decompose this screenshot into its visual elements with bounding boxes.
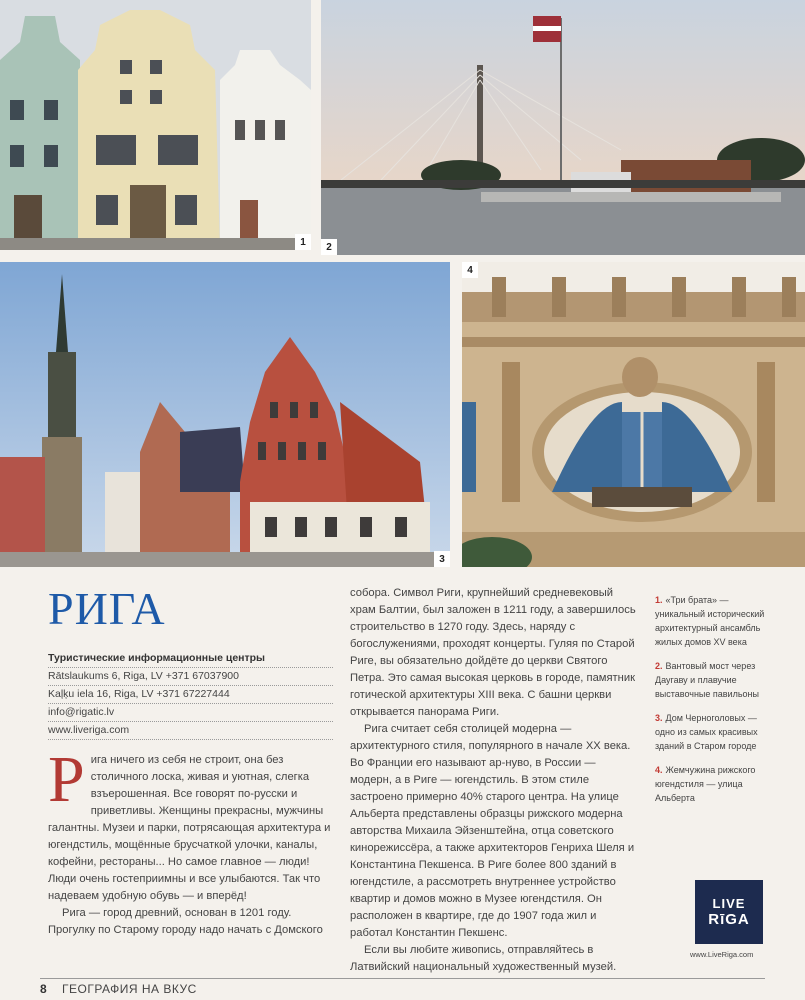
photo-art-nouveau-facade: [462, 262, 805, 567]
info-email-link[interactable]: info@rigatic.lv: [48, 704, 333, 722]
caption-2: 2. Вантовый мост через Даугаву и плавучие выставочные павильоны: [655, 661, 759, 699]
info-website-link[interactable]: www.liveriga.com: [48, 722, 333, 740]
paragraph: Рига считает себя столицей модерна — архитектурного стиля, популярного в начале XX века. Во Франции его называют ар-нуво, в России — модерн, а в Риге — югендстиль. В этом стиле застроено примерно 40% старого центра. На улице Альберта представлены образцы рижского модерна авторства Михаила Эйзенштейна, отца советского кинорежиссёра, а также архитекторов Генриха Шеля и Константина Пекшенса. В Риге более 800 зданий в югендстиле, а рассмотреть внутреннее устройство квартир и домов можно в Музее югендстиля. Он расположен в квартире, где до 1907 года жил и работал Константин Пекшенс.: [350, 723, 635, 939]
info-row: Rātslaukums 6, Riga, LV +371 67037900: [48, 668, 333, 686]
info-row: Kaļķu iela 16, Riga, LV +371 67227444: [48, 686, 333, 704]
paragraph: собора. Символ Риги, крупнейший средневековый храм Балтии, был заложен в 1211 году, а завершилось строительство в 1270 году. Здесь, наряду с богослужениями, проходят концерты. Гуляя по Старой Риге, вы обязательно дойдёте до церкви Святого Петра. Это самая высокая церковь в городе, памятник готической архитектуры XIII века. С башни церкви открывается панорама Риги.: [350, 587, 636, 718]
info-heading: Туристические информационные центры: [48, 650, 333, 668]
page-number: 8: [40, 982, 47, 996]
article-column-1: [48, 743, 333, 939]
article-column-2: [350, 585, 640, 976]
photo-three-brothers: [0, 0, 311, 250]
photo-number: 3: [434, 551, 450, 567]
photo-number: 2: [321, 239, 337, 255]
section-name: ГЕОГРАФИЯ НА ВКУС: [62, 982, 197, 996]
caption-4: 4. Жемчужина рижского югендстиля — улица Альберта: [655, 765, 756, 803]
page-title: РИГА: [48, 583, 166, 634]
logo-url[interactable]: www.LiveRiga.com: [690, 950, 754, 959]
paragraph: Рига — город древний, основан в 1201 году. Прогулку по Старому городу надо начать с Домского: [48, 907, 323, 936]
paragraph: Если вы любите живопись, отправляйтесь в Латвийский национальный художественный музей.: [350, 944, 617, 973]
photo-cable-bridge: [321, 0, 805, 255]
info-block: [48, 650, 333, 740]
photo-captions: [655, 593, 765, 815]
live-riga-logo: LIVE RīGA: [695, 880, 763, 944]
photo-number: 4: [462, 262, 478, 278]
footer-divider: [40, 978, 765, 979]
photo-number: 1: [295, 234, 311, 250]
drop-cap: Р: [48, 743, 85, 816]
paragraph: Рига ничего из себя не строит, она без столичного лоска, живая и уютная, слегка взъерошенная. Все говорят по-русски и приветливы. Женщины прекрасны, мужчины галантны. Музеи и парки, потрясающая архитектура и югендстиль, мощённые брусчаткой улочки, каналы, кофейни, рестораны... Но самое главное — люди! Люди очень гостеприимны и все улыбаются. Так что надеваем удобную обувь — и вперёд!: [48, 743, 331, 902]
caption-3: 3. Дом Черноголовых — одно из самых красивых зданий в Старом городе: [655, 713, 758, 751]
caption-1: 1. «Три брата» — уникальный исторический архитектурный ансамбль жилых домов XV века: [655, 595, 765, 647]
photo-house-of-blackheads: [0, 262, 450, 567]
